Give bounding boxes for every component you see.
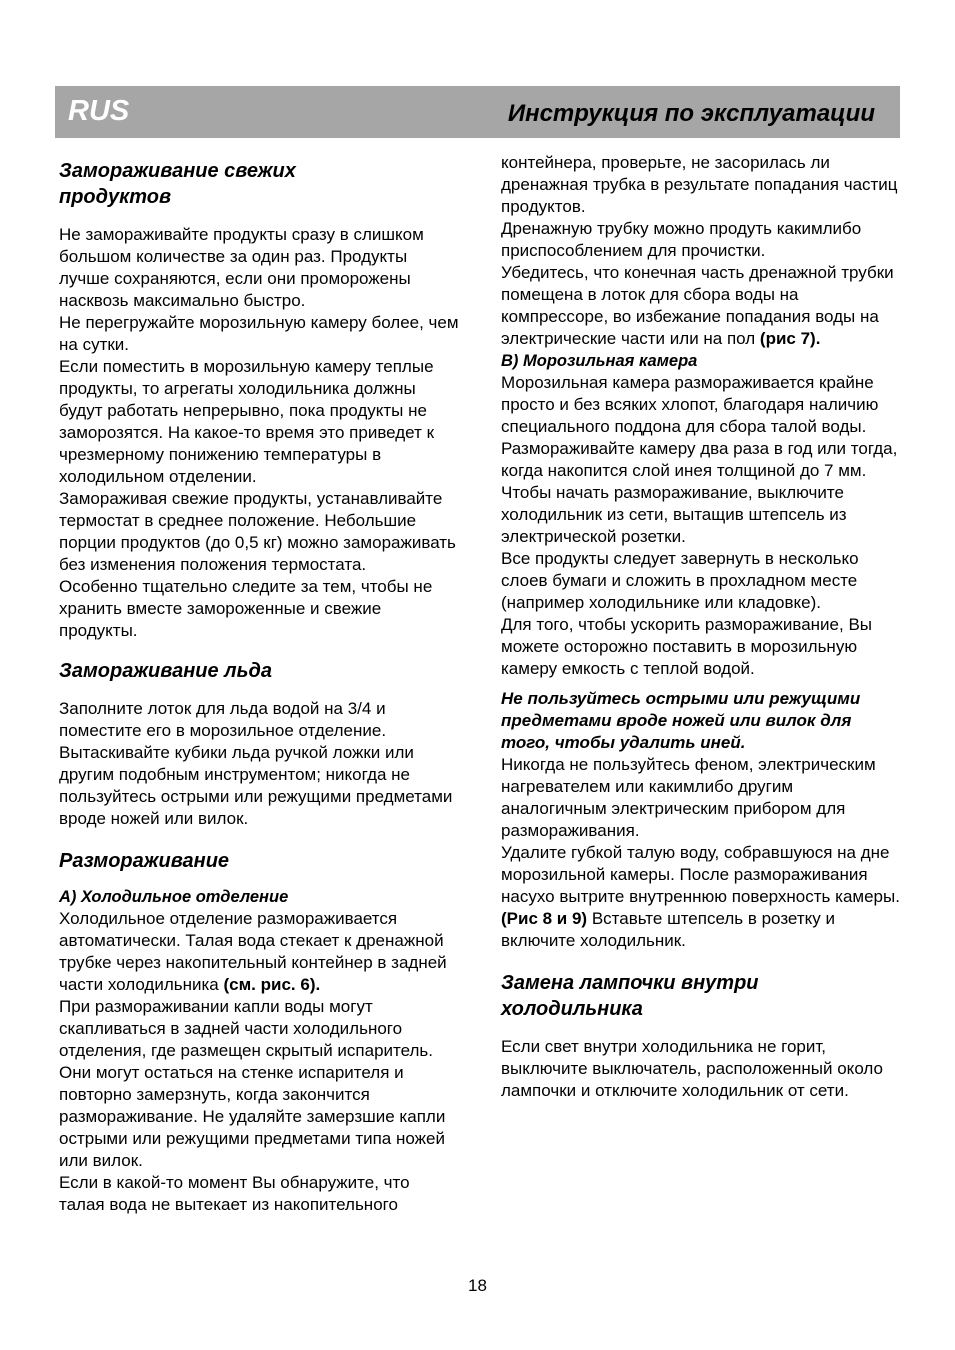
- section-title-defrosting: Размораживание: [59, 850, 230, 872]
- paragraph: Если свет внутри холодильника не горит, выключите выключатель, расположенный около лампочки и отключите холодильник от сети.: [501, 1037, 883, 1100]
- paragraph: Не перегружайте морозильную камеру более, чем на сутки.: [59, 313, 459, 354]
- section-title-freezing-ice: Замораживание льда: [59, 660, 272, 682]
- paragraph: Не замораживайте продукты сразу в слишком большом количестве за один раз. Продукты лучше сохраняются, если они проморожены насквозь максимально быстро.: [59, 225, 424, 310]
- page-title: Инструкция по эксплуатации: [507, 100, 875, 127]
- header-bar: [55, 86, 900, 138]
- language-code: RUS: [68, 95, 130, 127]
- paragraph-text: Удалите губкой талую воду, собравшуюся на дне морозильной камеры. После размораживания насухо вытрите внутреннюю поверхность камеры.: [501, 843, 900, 906]
- paragraph: Размораживайте камеру два раза в год или тогда, когда накопится слой инея толщиной до 7 мм. Чтобы начать размораживание, выключите холодильник из сети, вытащив штепсель из электрической розетки.: [501, 439, 898, 546]
- paragraph: [501, 262, 901, 350]
- figure-reference: (Рис 8 и 9): [501, 909, 588, 928]
- subsection-title-fridge: А) Холодильное отделение: [59, 888, 289, 906]
- section-title-lamp-replacement: Замена лампочки внутри холодильника: [501, 972, 759, 1020]
- paragraph: Замораживая свежие продукты, устанавливайте термостат в среднее положение. Небольшие порции продуктов (до 0,5 кг) можно замораживать без изменения положения термостата.: [59, 489, 456, 574]
- warning-text: Не пользуйтесь острыми или режущими предметами вроде ножей или вилок для того, чтобы удалить иней.: [501, 689, 861, 752]
- paragraph: Заполните лоток для льда водой на 3/4 и поместите его в морозильное отделение. Вытаскивайте кубики льда ручкой ложки или другим подобным инструментом; никогда не пользуйтесь острыми или режущими предметами вроде ножей или вилок.: [59, 699, 453, 828]
- right-column: [501, 152, 901, 1102]
- paragraph-text: Холодильное отделение размораживается автоматически. Талая вода стекает к дренажной трубке через накопительный контейнер в задней части холодильника: [59, 909, 447, 994]
- figure-reference: (см. рис. 6).: [223, 975, 321, 994]
- paragraph-text: Убедитесь, что конечная часть дренажной трубки помещена в лоток для сбора воды на компрессоре, во избежание попадания воды на электрические части или на пол: [501, 263, 894, 348]
- left-column: [59, 158, 459, 1216]
- paragraph: [501, 842, 901, 952]
- subsection-title-freezer: В) Морозильная камера: [501, 352, 698, 370]
- paragraph: Никогда не пользуйтесь феном, электрическим нагревателем или какимлибо другим аналогичным электрическим прибором для размораживания.: [501, 755, 876, 840]
- paragraph: Для того, чтобы ускорить размораживание, Вы можете осторожно поставить в морозильную камеру емкость с теплой водой.: [501, 615, 873, 678]
- paragraph: Морозильная камера размораживается крайне просто и без всяких хлопот, благодаря наличию специального поддона для сбора талой воды.: [501, 373, 879, 436]
- paragraph: контейнера, проверьте, не засорилась ли дренажная трубка в результате попадания частиц продуктов.: [501, 153, 898, 216]
- paragraph: [59, 908, 459, 996]
- paragraph: Если в какой-то момент Вы обнаружите, что талая вода не вытекает из накопительного: [59, 1173, 410, 1214]
- paragraph: Особенно тщательно следите за тем, чтобы не хранить вместе замороженные и свежие продукты.: [59, 577, 433, 640]
- section-title-freezing-fresh: Замораживание свежих продуктов: [59, 160, 296, 208]
- paragraph: При размораживании капли воды могут скапливаться в задней части холодильного отделения, где размещен скрытый испаритель. Они могут остаться на стенке испарителя и повторно замерзнуть, когда закончится размораживание. Не удаляйте замерзшие капли острыми или режущими предметами типа ножей или вилок.: [59, 997, 446, 1170]
- page-number: 18: [468, 1276, 487, 1295]
- figure-reference: (рис 7).: [759, 329, 821, 348]
- paragraph: Дренажную трубку можно продуть какимлибо приспособлением для прочистки.: [501, 219, 862, 260]
- paragraph-text: Вставьте штепсель в розетку и включите холодильник.: [501, 909, 835, 950]
- paragraph: Если поместить в морозильную камеру теплые продукты, то агрегаты холодильника должны будут работать непрерывно, пока продукты не заморозятся. На какое-то время это приведет к чрезмерному понижению температуры в холодильном отделении.: [59, 357, 435, 486]
- paragraph: Все продукты следует завернуть в несколько слоев бумаги и сложить в прохладном месте (например холодильнике или кладовке).: [501, 549, 859, 612]
